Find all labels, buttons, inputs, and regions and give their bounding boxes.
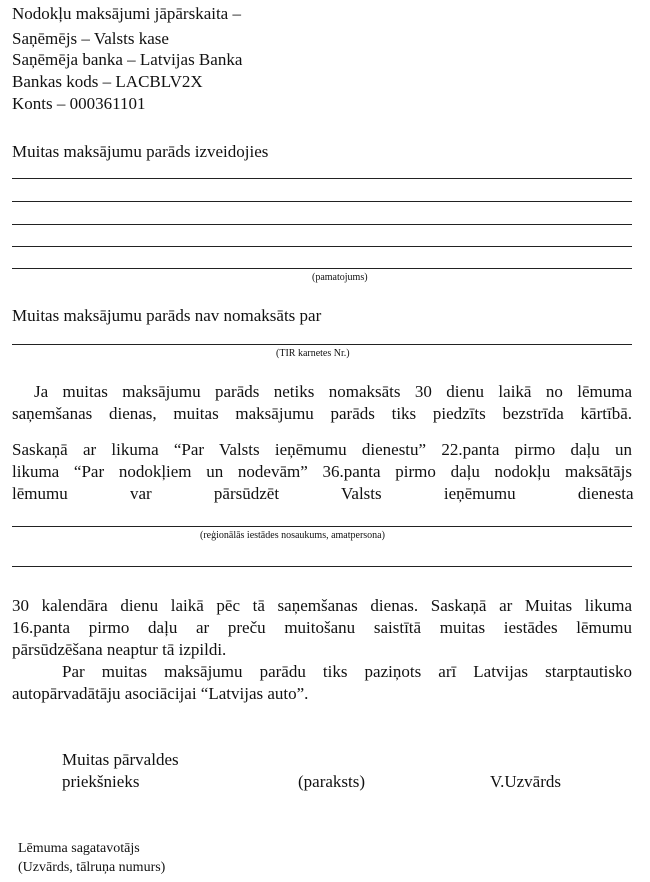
basis-caption: (pamatojums) bbox=[312, 272, 368, 283]
signature-label: (paraksts) bbox=[298, 772, 366, 791]
para3-line2: 16.panta pirmo daļu ar preču muitošanu saistītā muitas iestādes lēmumu bbox=[12, 618, 632, 637]
unpaid-label: Muitas maksājumu parāds nav nomaksāts par bbox=[12, 306, 322, 325]
signer-role-line2: priekšnieks bbox=[62, 772, 140, 791]
preparer-contact-label: (Uzvārds, tālruņa numurs) bbox=[18, 860, 166, 875]
institution-caption: (reģionālās iestādes nosaukums, amatpersona) bbox=[200, 530, 385, 541]
para4-line2: autopārvadātāju asociācijai “Latvijas auto”. bbox=[12, 684, 309, 703]
preparer-label: Lēmuma sagatavotājs bbox=[18, 841, 140, 856]
debt-origin-label: Muitas maksājumu parāds izveidojies bbox=[12, 142, 269, 161]
para4-line1: Par muitas maksājumu parādu tiks paziņots arī Latvijas starptautisko bbox=[62, 662, 632, 681]
para2-line3: lēmumu var pārsūdzēt Valsts ieņēmumu dienesta bbox=[12, 484, 634, 503]
institution-fill-line-2 bbox=[12, 566, 632, 567]
tir-fill-line bbox=[12, 344, 632, 345]
fill-line-2 bbox=[12, 201, 632, 202]
fill-line-4 bbox=[12, 246, 632, 247]
institution-fill-line bbox=[12, 526, 632, 527]
para3-line1: 30 kalendāra dienu laikā pēc tā saņemšanas dienas. Saskaņā ar Muitas likuma bbox=[12, 596, 632, 615]
para1-line2: saņemšanas dienas, muitas maksājumu parāds tiks piedzīts bezstrīda kārtībā. bbox=[12, 404, 632, 423]
bank-code-line: Bankas kods – LACBLV2X bbox=[12, 72, 203, 91]
account-line: Konts – 000361101 bbox=[12, 94, 146, 113]
recipient-bank-line: Saņēmēja banka – Latvijas Banka bbox=[12, 50, 243, 69]
para1-line1: Ja muitas maksājumu parāds netiks nomaksāts 30 dienu laikā no lēmuma bbox=[34, 382, 632, 401]
fill-line-3 bbox=[12, 224, 632, 225]
recipient-line: Saņēmējs – Valsts kase bbox=[12, 29, 169, 48]
tir-caption: (TIR karnetes Nr.) bbox=[276, 348, 350, 359]
fill-line-1 bbox=[12, 178, 632, 179]
fill-line-5 bbox=[12, 268, 632, 269]
signer-name: V.Uzvārds bbox=[490, 772, 561, 791]
para3-line3: pārsūdzēšana neaptur tā izpildi. bbox=[12, 640, 227, 659]
para2-line1: Saskaņā ar likuma “Par Valsts ieņēmumu dienestu” 22.panta pirmo daļu un bbox=[12, 440, 632, 459]
para2-line2: likuma “Par nodokļiem un nodevām” 36.panta pirmo daļu nodokļu maksātājs bbox=[12, 462, 632, 481]
signer-role-line1: Muitas pārvaldes bbox=[62, 750, 179, 769]
payment-instruction: Nodokļu maksājumi jāpārskaita – bbox=[12, 4, 241, 23]
